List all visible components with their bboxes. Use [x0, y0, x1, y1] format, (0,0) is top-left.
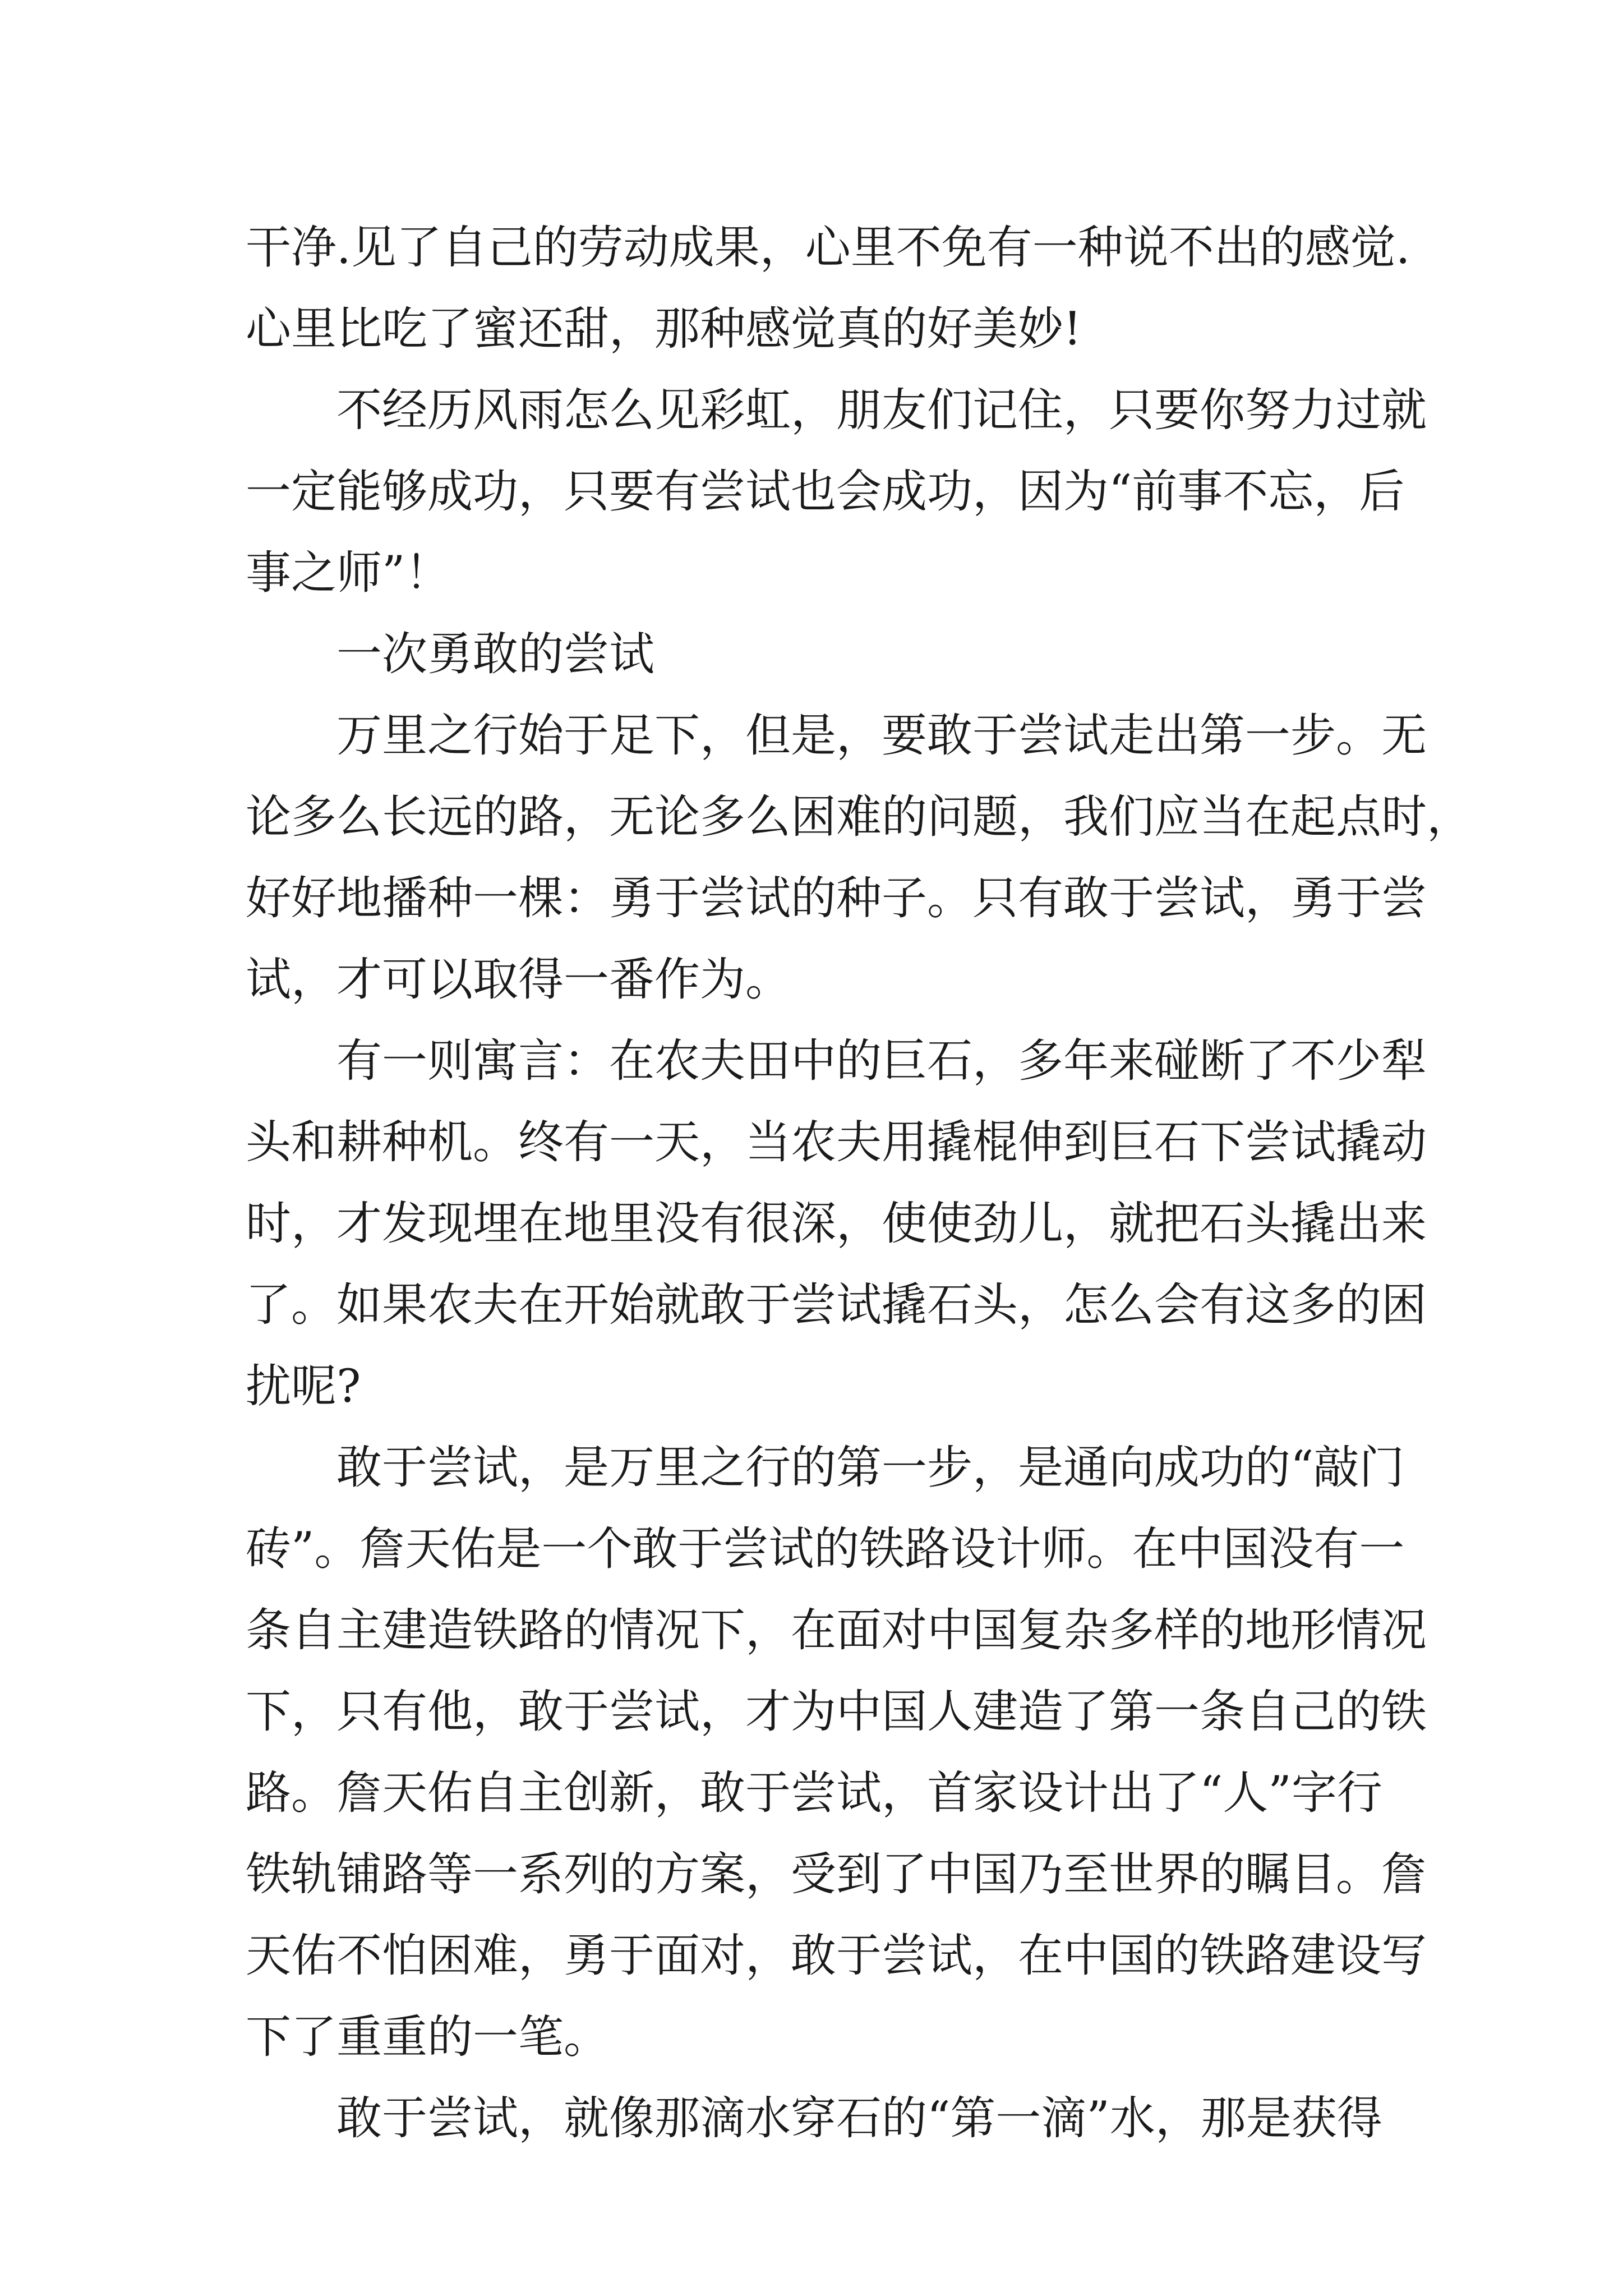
text-line-8: 论多么长远的路，无论多么困难的问题，我们应当在起点时，	[246, 791, 1473, 844]
text-line-11: 有一则寓言：在农夫田中的巨石，多年来碰断了不少犁	[336, 1035, 1427, 1088]
text-line-17: 砖”。詹天佑是一个敢于尝试的铁路设计师。在中国没有一	[246, 1523, 1405, 1576]
text-line-15: 扰呢?	[246, 1360, 361, 1413]
text-line-13: 时，才发现埋在地里没有很深，使使劲儿，就把石头撬出来	[246, 1198, 1427, 1250]
text-line-5: 事之师”！	[246, 547, 451, 600]
text-line-19: 下，只有他，敢于尝试，才为中国人建造了第一条自己的铁	[246, 1686, 1427, 1738]
text-line-20: 路。詹天佑自主创新，敢于尝试，首家设计出了“人”字行	[246, 1767, 1382, 1820]
text-line-2: 心里比吃了蜜还甜，那种感觉真的好美妙!	[246, 303, 1082, 356]
text-line-23: 下了重重的一笔。	[246, 2011, 610, 2064]
text-line-18: 条自主建造铁路的情况下，在面对中国复杂多样的地形情况	[246, 1604, 1427, 1657]
text-line-10: 试，才可以取得一番作为。	[246, 954, 791, 1006]
text-line-12: 头和耕种机。终有一天，当农夫用撬棍伸到巨石下尝试撬动	[246, 1116, 1427, 1169]
text-line-16: 敢于尝试，是万里之行的第一步，是通向成功的“敲门	[336, 1442, 1405, 1494]
text-line-9: 好好地播种一棵：勇于尝试的种子。只有敢于尝试，勇于尝	[246, 872, 1427, 925]
section-heading: 一次勇敢的尝试	[336, 628, 655, 681]
text-line-3: 不经历风雨怎么见彩虹，朋友们记住，只要你努力过就	[336, 384, 1427, 437]
text-line-14: 了。如果农夫在开始就敢于尝试撬石头，怎么会有这多的困	[246, 1279, 1427, 1332]
text-line-7: 万里之行始于足下，但是，要敢于尝试走出第一步。无	[336, 710, 1427, 762]
text-line-1: 干净.见了自己的劳动成果，心里不免有一种说不出的感觉.	[246, 222, 1410, 274]
text-line-24: 敢于尝试，就像那滴水穿石的“第一滴”水，那是获得	[336, 2092, 1382, 2145]
body-text	[246, 208, 1473, 2160]
text-line-22: 天佑不怕困难，勇于面对，敢于尝试，在中国的铁路建设写	[246, 1930, 1427, 1982]
text-line-4: 一定能够成功，只要有尝试也会成功，因为“前事不忘，后	[246, 466, 1405, 518]
text-line-21: 铁轨铺路等一系列的方案，受到了中国乃至世界的瞩目。詹	[246, 1848, 1427, 1901]
